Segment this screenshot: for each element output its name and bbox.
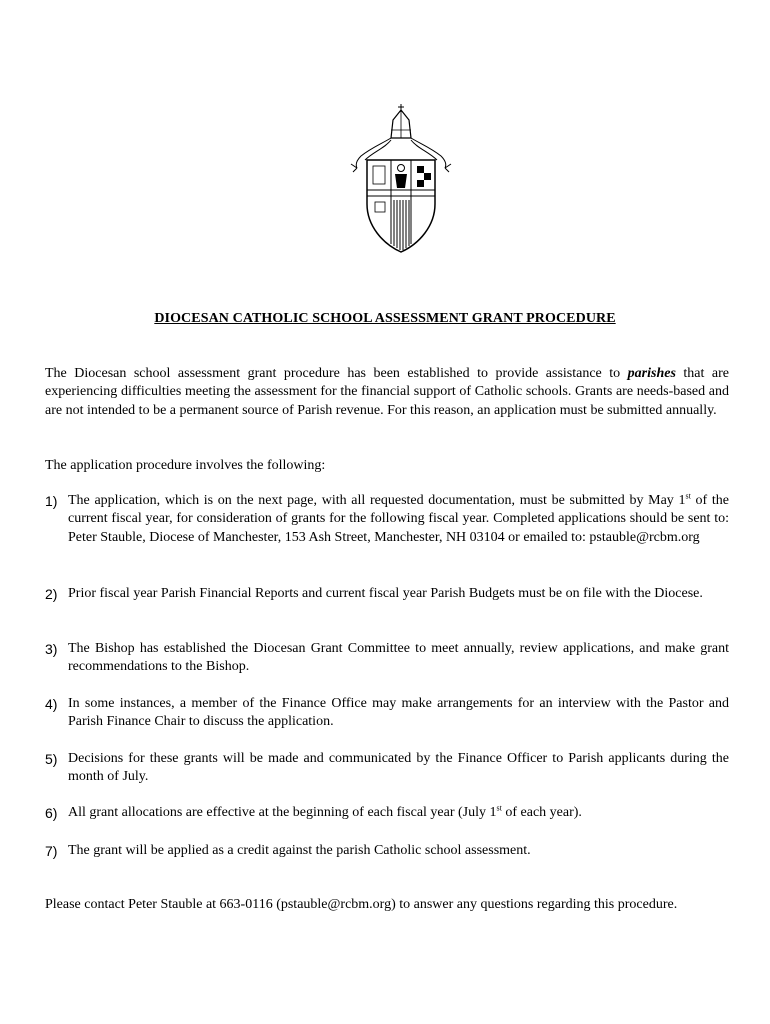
item-number: 6) <box>45 805 58 821</box>
item-text-part: The application, which is on the next page, with all requested documentation, must be submitted by May 1 <box>68 493 686 508</box>
item-text-part: of each year). <box>501 805 582 820</box>
item-text-part: of the current fiscal year, for consideration of grants for the following fiscal year. Completed applications should be sent to: Peter Stauble, Diocese of Manchester, 153 Ash Street, Manchester, NH 03104 or emailed to: pstauble@rcbm.org <box>68 493 730 545</box>
procedure-lead: The application procedure involves the following: <box>45 458 326 473</box>
procedure-item-1 <box>45 492 729 547</box>
item-text <box>68 492 729 547</box>
item-text: The Bishop has established the Diocesan Grant Committee to meet annually, review applications, and make grant recommendations to the Bishop. <box>68 641 729 675</box>
intro-text-start: The Diocesan school assessment grant procedure has been established to provide assistance to <box>45 366 628 381</box>
item-text-part: All grant allocations are effective at the beginning of each fiscal year (July 1 <box>68 805 497 820</box>
item-number: 7) <box>45 843 58 859</box>
item-number: 5) <box>45 751 58 767</box>
contact-paragraph: Please contact Peter Stauble at 663-0116 (pstauble@rcbm.org) to answer any questions regarding this procedure. <box>45 897 678 912</box>
item-number: 2) <box>45 586 58 602</box>
item-text: Decisions for these grants will be made and communicated by the Finance Officer to Parish applicants during the month of July. <box>68 751 729 785</box>
ordinal-suffix: st <box>685 491 691 501</box>
procedure-item-4 <box>45 695 729 732</box>
item-number: 3) <box>45 641 58 657</box>
procedure-item-2 <box>45 585 729 603</box>
intro-text-end: that are experiencing difficulties meeting the assessment for the financial support of Catholic schools. Grants are needs-based and are not intended to be a permanent source of Parish revenue. For this reason, an application must be submitted annually. <box>45 366 729 418</box>
ordinal-suffix: st <box>496 803 502 813</box>
procedure-item-5 <box>45 750 729 787</box>
procedure-item-3 <box>45 640 729 677</box>
procedure-item-6 <box>45 804 729 822</box>
procedure-item-7 <box>45 842 729 860</box>
item-text: Prior fiscal year Parish Financial Reports and current fiscal year Parish Budgets must be on file with the Diocese. <box>68 586 703 601</box>
item-text <box>68 804 729 822</box>
item-text: The grant will be applied as a credit against the parish Catholic school assessment. <box>68 843 531 858</box>
intro-emphasis: parishes <box>627 366 676 381</box>
diocesan-coat-of-arms-icon <box>347 104 455 254</box>
item-text: In some instances, a member of the Finance Office may make arrangements for an interview with the Pastor and Parish Finance Chair to discuss the application. <box>68 696 729 730</box>
intro-paragraph <box>45 365 729 420</box>
item-number: 4) <box>45 696 58 712</box>
document-title: DIOCESAN CATHOLIC SCHOOL ASSESSMENT GRANT PROCEDURE <box>154 311 616 326</box>
item-number: 1) <box>45 493 58 509</box>
